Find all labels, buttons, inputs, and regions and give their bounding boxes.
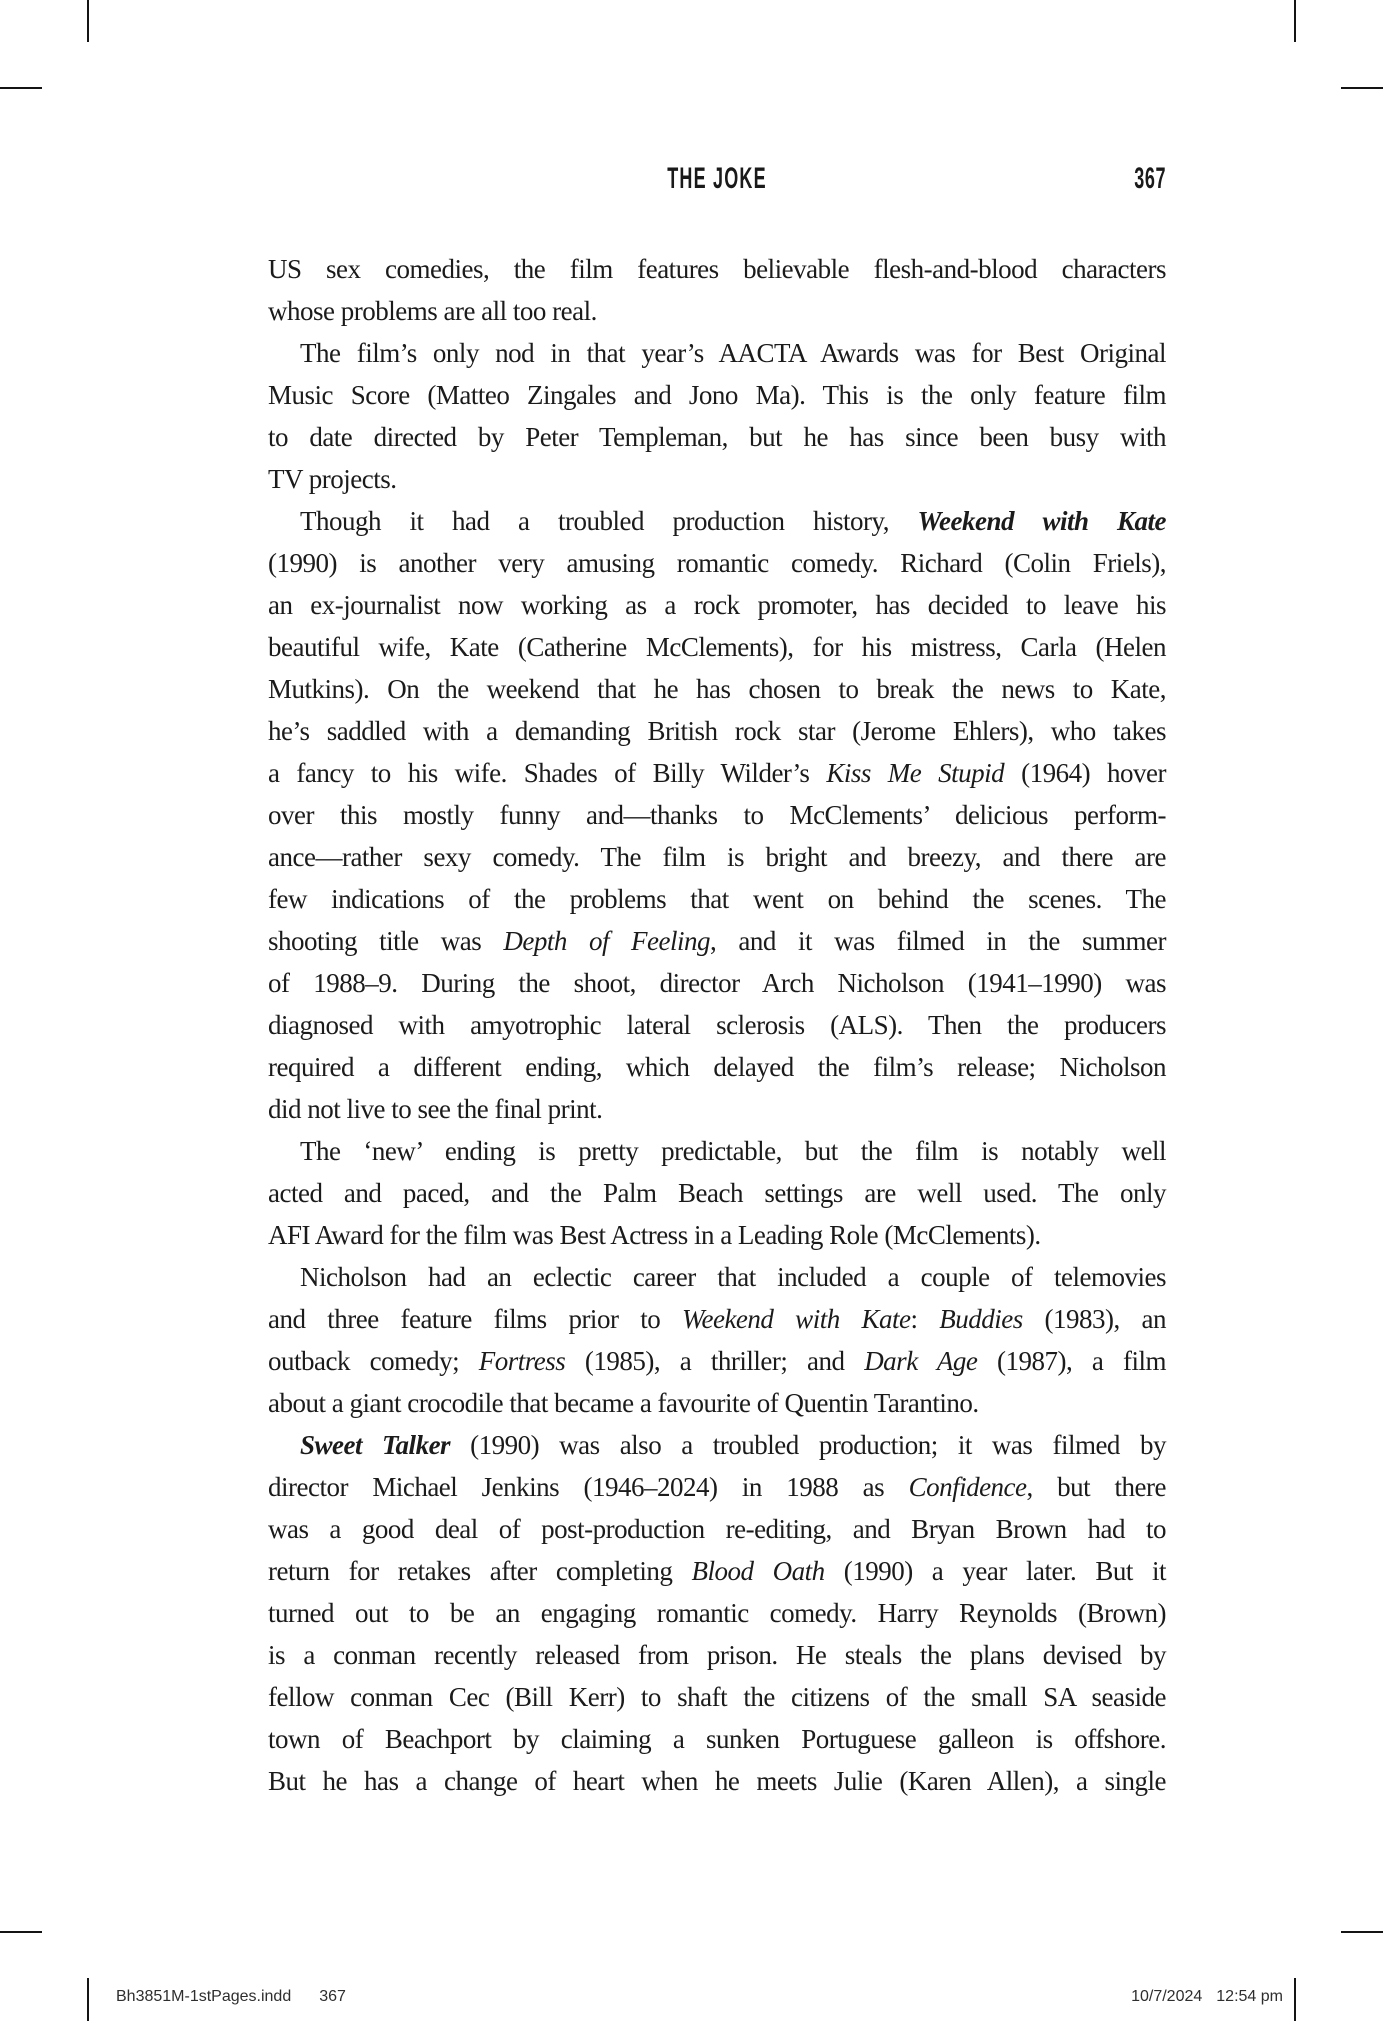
body-text-run: (1990) is another very amusing romantic comedy. Richard (Colin Friels), [268, 548, 1166, 578]
body-text-run: a fancy to his wife. Shades of Billy Wilder’s [268, 758, 827, 788]
body-text-run: and three feature films prior to [268, 1304, 682, 1334]
body-text-line [268, 584, 1166, 626]
body-text-line [268, 626, 1166, 668]
body-text-line [268, 1172, 1166, 1214]
body-text-run: ance—rather sexy comedy. The film is bright and breezy, and there are [268, 842, 1166, 872]
body-text-run: was a good deal of post-production re-editing, and Bryan Brown had to [268, 1514, 1166, 1544]
body-text-line [268, 878, 1166, 920]
page-number [1113, 164, 1166, 194]
body-text-line [268, 1592, 1166, 1634]
body-text-run: is a conman recently released from prison. He steals the plans devised by [268, 1640, 1166, 1670]
body-text-line [268, 1466, 1166, 1508]
footer-slug-right [1131, 1988, 1283, 2006]
crop-mark-bottom-right-vertical [1294, 1978, 1296, 2021]
body-text-line [268, 1550, 1166, 1592]
body-text-run: (1983), an [1022, 1304, 1166, 1334]
body-text-run: AFI Award for the film was Best Actress in a Leading Role (McClements). [268, 1220, 1041, 1250]
body-text-emphasis: Sweet Talker [300, 1430, 451, 1460]
slug-page-number: 367 [319, 1988, 346, 2005]
body-text-run: Nicholson had an eclectic career that included a couple of telemovies [300, 1262, 1166, 1292]
body-text-line [268, 710, 1166, 752]
body-text-run: (1987), a film [977, 1346, 1166, 1376]
body-text-line [268, 1676, 1166, 1718]
body-text-line [268, 248, 1166, 290]
body-text-run: Music Score (Matteo Zingales and Jono Ma). This is the only feature film [268, 380, 1166, 410]
body-text-run: The film’s only nod in that year’s AACTA Awards was for Best Original [300, 338, 1166, 368]
body-text-line [268, 1256, 1166, 1298]
body-text-run: Though it had a troubled production history, [300, 506, 918, 536]
body-text-emphasis: Weekend with Kate [681, 1304, 911, 1334]
body-text-run: But he has a change of heart when he meets Julie (Karen Allen), a single [268, 1766, 1166, 1796]
crop-mark-top-left-vertical [87, 0, 89, 42]
body-text-run: turned out to be an engaging romantic comedy. Harry Reynolds (Brown) [268, 1598, 1166, 1628]
body-text-line [268, 542, 1166, 584]
body-text-line [268, 920, 1166, 962]
crop-mark-bottom-left-vertical [87, 1978, 89, 2021]
body-text-run: over this mostly funny and—thanks to McClements’ delicious perform- [268, 800, 1166, 830]
body-text-line [268, 458, 1166, 500]
crop-mark-top-right-vertical [1294, 0, 1296, 42]
body-text-line [268, 794, 1166, 836]
body-text-line [268, 1214, 1166, 1256]
body-text [268, 248, 1166, 1802]
body-text-emphasis: Blood Oath [691, 1556, 825, 1586]
body-text-run: few indications of the problems that went on behind the scenes. The [268, 884, 1166, 914]
body-text-line [268, 752, 1166, 794]
body-text-run: Mutkins). On the weekend that he has chosen to break the news to Kate, [268, 674, 1166, 704]
body-text-line [268, 1424, 1166, 1466]
body-text-run: return for retakes after completing [268, 1556, 692, 1586]
body-text-run: director Michael Jenkins (1946–2024) in 1988 as [268, 1472, 909, 1502]
body-text-emphasis: Weekend with Kate [917, 506, 1166, 536]
body-text-run: TV projects. [268, 464, 397, 494]
body-text-run: required a different ending, which delayed the film’s release; Nicholson [268, 1052, 1166, 1082]
body-text-line [268, 962, 1166, 1004]
body-text-run: : [910, 1304, 940, 1334]
body-text-run: shooting title was [268, 926, 504, 956]
body-text-line [268, 500, 1166, 542]
body-text-line [268, 1718, 1166, 1760]
body-text-line [268, 1004, 1166, 1046]
crop-mark-bottom-right-horizontal [1341, 1931, 1383, 1933]
body-text-emphasis: Fortress [478, 1346, 566, 1376]
page-number-value: 367 [1134, 162, 1166, 195]
body-text-run: , and it was filmed in the summer [710, 926, 1167, 956]
body-text-run: The ‘new’ ending is pretty predictable, but the film is notably well [300, 1136, 1166, 1166]
body-text-line [268, 836, 1166, 878]
slug-filename: Bh3851M-1stPages.indd [116, 1988, 292, 2005]
body-text-run: (1985), a thriller; and [565, 1346, 865, 1376]
body-text-line [268, 1382, 1166, 1424]
body-text-line [268, 1130, 1166, 1172]
body-text-run: he’s saddled with a demanding British rock star (Jerome Ehlers), who takes [268, 716, 1166, 746]
body-text-run: fellow conman Cec (Bill Kerr) to shaft the citizens of the small SA seaside [268, 1682, 1166, 1712]
body-text-run: outback comedy; [268, 1346, 479, 1376]
body-text-emphasis: Depth of Feeling [503, 926, 711, 956]
body-text-line [268, 374, 1166, 416]
body-text-line [268, 1298, 1166, 1340]
body-text-line [268, 1760, 1166, 1802]
body-text-line [268, 1634, 1166, 1676]
body-text-line [268, 1046, 1166, 1088]
body-text-line [268, 1088, 1166, 1130]
body-text-emphasis: Kiss Me Stupid [826, 758, 1005, 788]
body-text-emphasis: Buddies [939, 1304, 1023, 1334]
body-text-run: about a giant crocodile that became a favourite of Quentin Tarantino. [268, 1388, 979, 1418]
running-head-title: THE JOKE [667, 162, 767, 195]
body-text-run: (1964) hover [1004, 758, 1166, 788]
body-text-emphasis: Dark Age [864, 1346, 978, 1376]
body-text-run: did not live to see the final print. [268, 1094, 603, 1124]
body-text-run: US sex comedies, the film features believable flesh-and-blood characters [268, 254, 1166, 284]
body-text-run: an ex-journalist now working as a rock promoter, has decided to leave his [268, 590, 1166, 620]
body-text-line [268, 1340, 1166, 1382]
body-text-line [268, 332, 1166, 374]
slug-date: 10/7/2024 [1131, 1988, 1203, 2005]
body-text-run: (1990) a year later. But it [824, 1556, 1166, 1586]
body-text-line [268, 416, 1166, 458]
running-head [268, 164, 1166, 194]
footer-slug-left [116, 1988, 346, 2006]
body-text-run: (1990) was also a troubled production; it was filmed by [450, 1430, 1166, 1460]
body-text-run: diagnosed with amyotrophic lateral sclerosis (ALS). Then the producers [268, 1010, 1166, 1040]
body-text-line [268, 1508, 1166, 1550]
body-text-run: whose problems are all too real. [268, 296, 597, 326]
body-text-run: to date directed by Peter Templeman, but he has since been busy with [268, 422, 1166, 452]
body-text-line [268, 290, 1166, 332]
body-text-run: acted and paced, and the Palm Beach settings are well used. The only [268, 1178, 1166, 1208]
body-text-line [268, 668, 1166, 710]
body-text-run: beautiful wife, Kate (Catherine McClements), for his mistress, Carla (Helen [268, 632, 1166, 662]
body-text-emphasis: Confidence [908, 1472, 1027, 1502]
slug-time: 12:54 pm [1216, 1988, 1283, 2005]
body-text-run: of 1988–9. During the shoot, director Arch Nicholson (1941–1990) was [268, 968, 1166, 998]
body-text-run: town of Beachport by claiming a sunken Portuguese galleon is offshore. [268, 1724, 1166, 1754]
body-text-run: , but there [1026, 1472, 1167, 1502]
crop-mark-top-left-horizontal [0, 87, 42, 89]
crop-mark-top-right-horizontal [1341, 87, 1383, 89]
crop-mark-bottom-left-horizontal [0, 1931, 42, 1933]
